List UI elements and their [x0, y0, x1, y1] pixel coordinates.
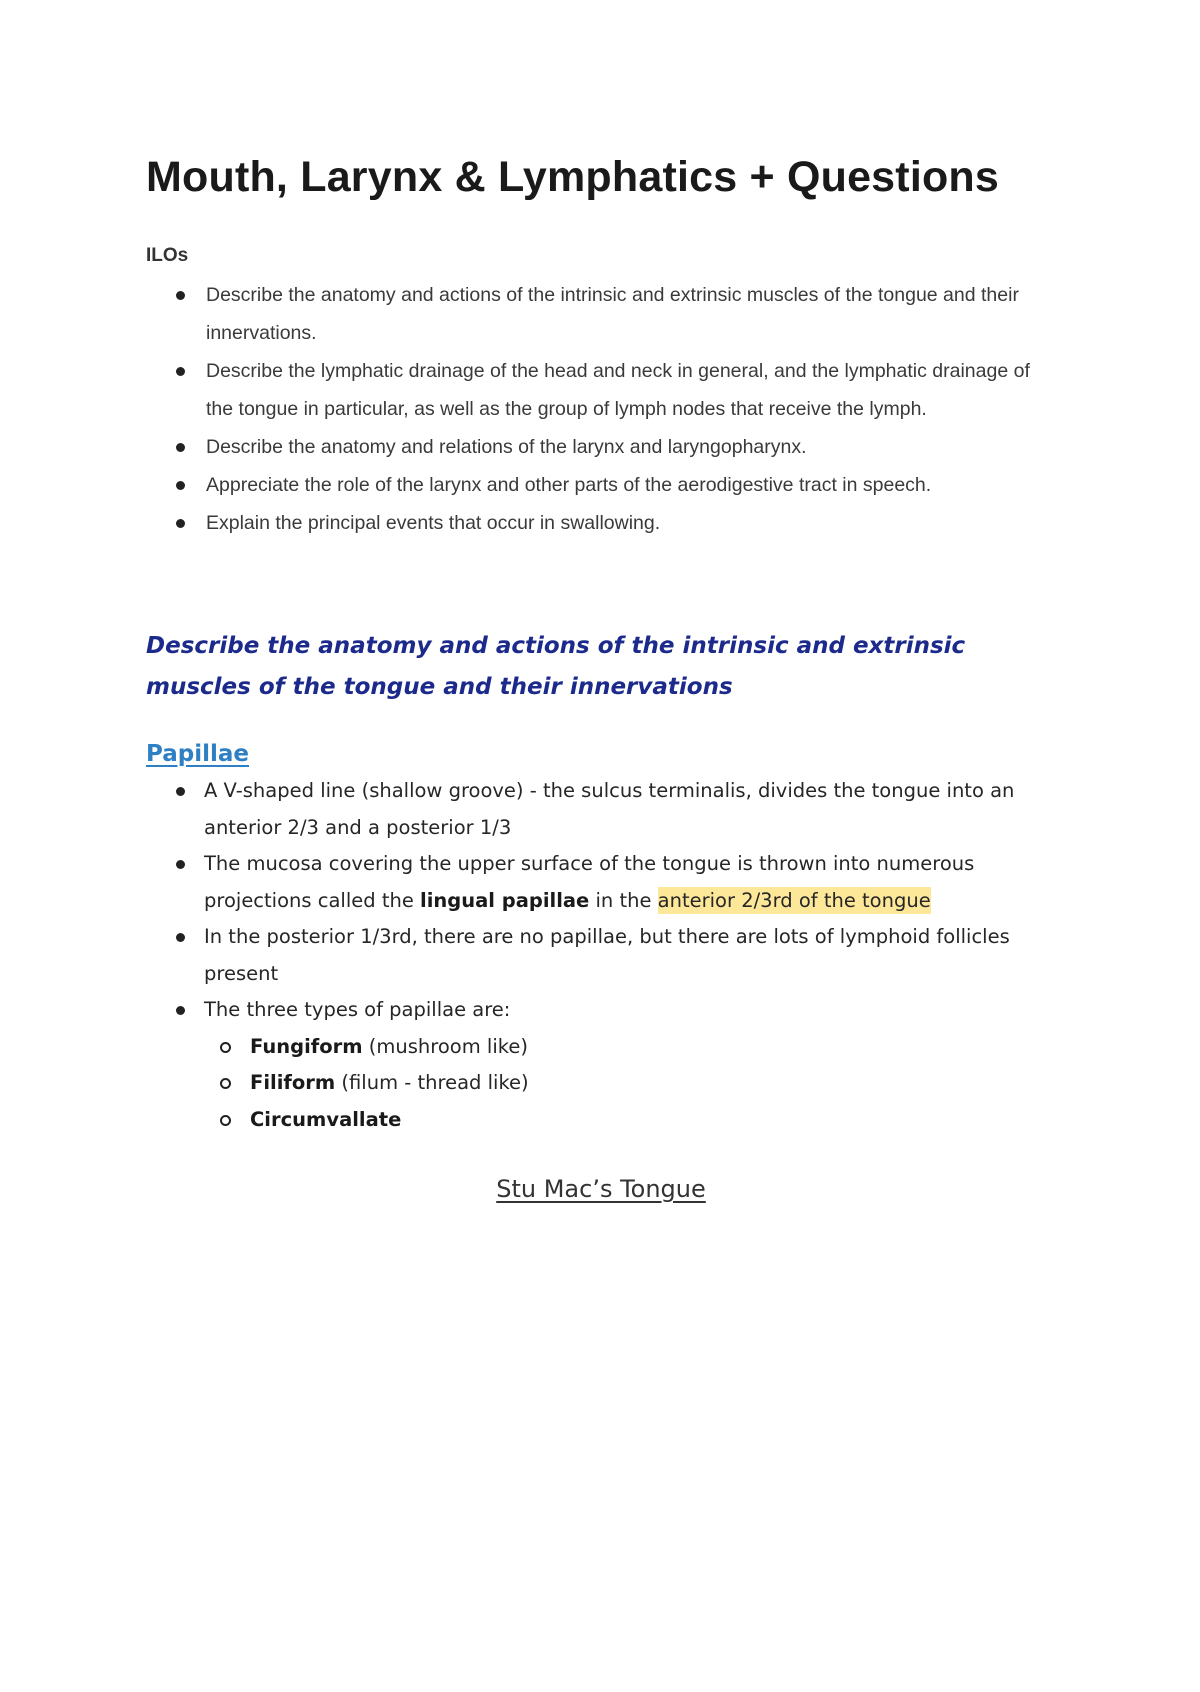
papillae-type-desc: (filum - thread like)	[335, 1071, 529, 1094]
image-caption: Stu Mac’s Tongue	[496, 1175, 706, 1203]
papillae-bullet: In the posterior 1/3rd, there are no papillae, but there are lots of lymphoid follicles present	[146, 919, 1056, 992]
ilo-item: Describe the anatomy and relations of the larynx and laryngopharynx.	[146, 428, 1056, 466]
document-page	[146, 148, 1056, 1206]
papillae-type-name: Circumvallate	[250, 1107, 402, 1131]
papillae-list	[146, 773, 1056, 1138]
papillae-type-name: Filiform	[250, 1071, 336, 1094]
papillae-type-item	[204, 1102, 1056, 1139]
section-title: Describe the anatomy and actions of the intrinsic and extrinsic muscles of the tongue and their innervations	[146, 633, 966, 700]
ilo-item: Describe the lymphatic drainage of the head and neck in general, and the lymphatic drainage of the tongue in particular, as well as the group of lymph nodes that receive the lymph.	[146, 352, 1056, 428]
ilos-heading: ILOs	[146, 245, 189, 266]
highlighted-text: anterior 2/3rd of the tongue	[657, 888, 931, 912]
papillae-bullet	[146, 846, 1056, 919]
papillae-type-item	[204, 1029, 1056, 1066]
ilos-list	[146, 276, 1056, 542]
papillae-types-list	[204, 1029, 1056, 1139]
ilo-item: Describe the anatomy and actions of the intrinsic and extrinsic muscles of the tongue and their innervations.	[146, 276, 1056, 352]
bullet-bold-term: lingual papillae	[420, 888, 590, 912]
document-title: Mouth, Larynx & Lymphatics + Questions	[146, 153, 1000, 201]
papillae-type-item	[204, 1065, 1056, 1102]
papillae-type-desc: (mushroom like)	[362, 1034, 528, 1058]
papillae-type-name: Fungiform	[250, 1034, 363, 1058]
papillae-bullet: A V-shaped line (shallow groove) - the sulcus terminalis, divides the tongue into an anterior 2/3 and a posterior 1/3	[146, 773, 1056, 846]
ilo-item: Appreciate the role of the larynx and other parts of the aerodigestive tract in speech.	[146, 466, 1056, 504]
ilo-item: Explain the principal events that occur in swallowing.	[146, 504, 1056, 542]
papillae-bullet	[146, 992, 1056, 1138]
papillae-heading: Papillae	[146, 741, 249, 767]
bullet-text: The mucosa covering the upper surface of the tongue is thrown into numerous projections called the	[204, 852, 975, 912]
bullet-text: The three types of papillae are:	[204, 998, 511, 1021]
bullet-text: in the	[589, 888, 658, 912]
